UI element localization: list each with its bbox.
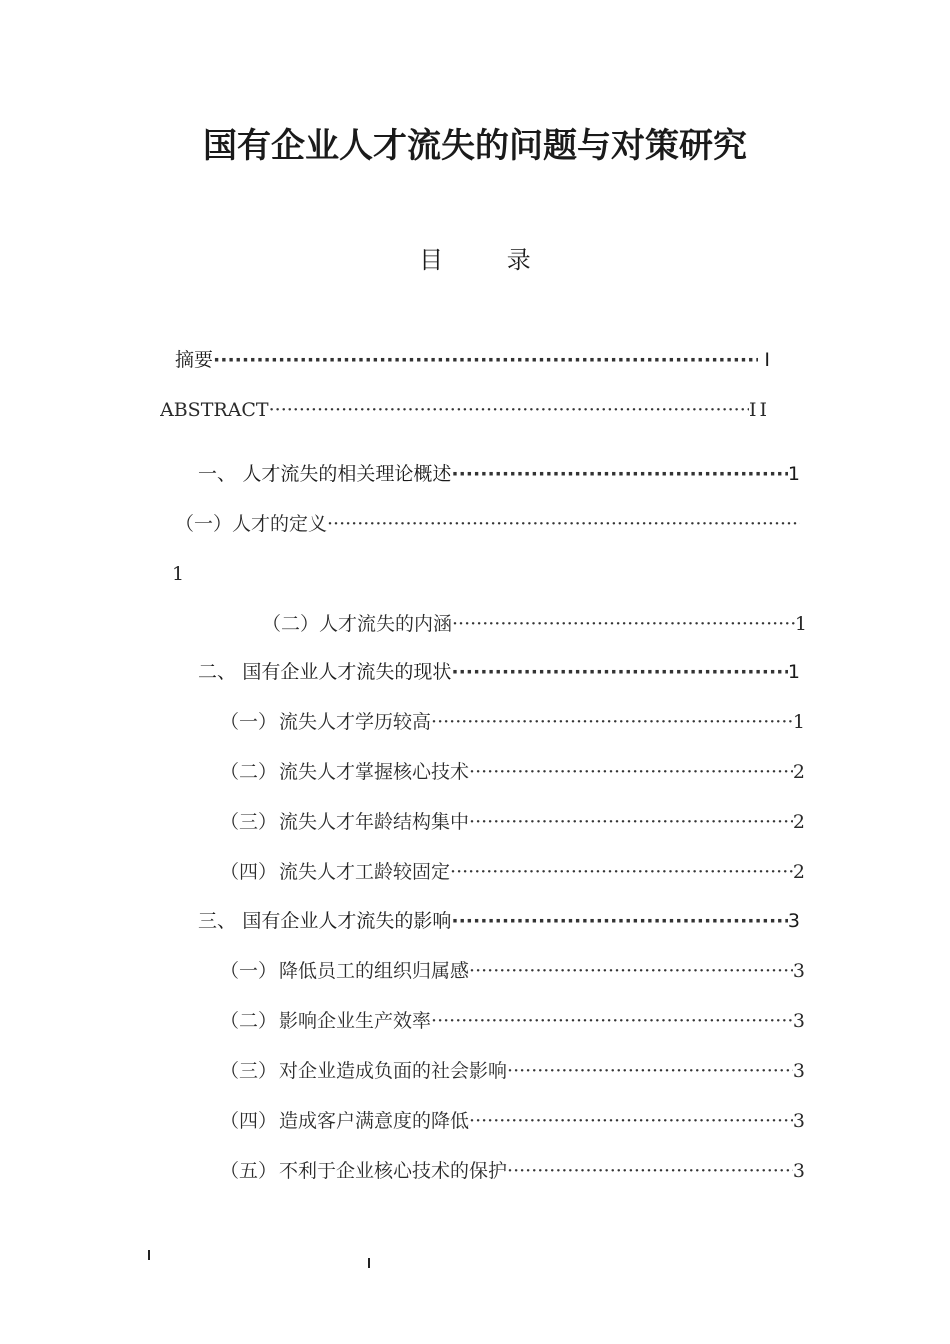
toc-entry-3-4[interactable] [220, 1105, 805, 1137]
toc-entry-label: 流失人才年龄结构集中 [279, 811, 470, 833]
toc-entry-1-2[interactable] [262, 608, 807, 640]
toc-entry-label: 影响企业生产效率 [279, 1010, 432, 1032]
toc-entry-section-2[interactable] [198, 656, 800, 688]
toc-entry-page: 3 [792, 1060, 805, 1082]
toc-entry-page: 1 [794, 613, 807, 635]
toc-entry-number: （三） [220, 811, 278, 833]
toc-leader-dots [327, 508, 800, 540]
toc-leader-dots [451, 458, 788, 490]
toc-entry-label: 对企业造成负面的社会影响 [279, 1060, 508, 1082]
toc-leader-dots [450, 856, 793, 888]
toc-entry-page: 3 [792, 960, 805, 982]
toc-entry-label: ABSTRACT [160, 399, 269, 421]
toc-entry-label: 人才流失的相关理论概述 [242, 463, 452, 485]
toc-entry-section-1[interactable] [198, 458, 800, 490]
toc-leader-dots [451, 905, 788, 937]
toc-entry-page: 1 [172, 563, 185, 585]
toc-entry-3-5[interactable] [220, 1155, 805, 1187]
toc-leader-dots [451, 656, 788, 688]
toc-entry-label: 国有企业人才流失的影响 [242, 910, 452, 932]
toc-entry-3-2[interactable] [220, 1005, 805, 1037]
toc-entry-2-1[interactable] [220, 706, 805, 738]
toc-entry-number: （一） [220, 711, 278, 733]
footer-mark-center [368, 1258, 370, 1268]
toc-heading: 目 录 [419, 246, 559, 274]
toc-entry-page: II [748, 399, 770, 421]
footer-mark-left [148, 1250, 150, 1260]
toc-entry-2-4[interactable] [220, 856, 805, 888]
toc-entry-page: 3 [792, 1110, 805, 1132]
toc-entry-label: 流失人才掌握核心技术 [279, 761, 470, 783]
toc-leader-dots [507, 1155, 793, 1187]
toc-entry-page: 1 [792, 711, 805, 733]
document-title: 国有企业人才流失的问题与对策研究 [203, 126, 747, 166]
toc-entry-label: （二）人才流失的内涵 [262, 613, 453, 635]
toc-leader-dots [507, 1055, 793, 1087]
toc-entry-page: 1 [787, 661, 800, 683]
toc-entry-page: 3 [787, 910, 800, 932]
toc-entry-abstract-cn[interactable] [175, 344, 770, 376]
toc-entry-label: （一）人才的定义 [175, 513, 328, 535]
toc-entry-section-3[interactable] [198, 905, 800, 937]
toc-entry-page: 1 [787, 463, 800, 485]
toc-entry-number: （四） [220, 1110, 278, 1132]
toc-leader-dots [469, 955, 793, 987]
toc-leader-dots [213, 344, 758, 376]
toc-entry-1-1[interactable] [175, 508, 800, 540]
toc-entry-label: 不利于企业核心技术的保护 [279, 1160, 508, 1182]
toc-entry-page: 3 [792, 1010, 805, 1032]
toc-entry-number: （五） [220, 1160, 278, 1182]
toc-entry-page: 3 [792, 1160, 805, 1182]
toc-entry-3-1[interactable] [220, 955, 805, 987]
toc-entry-2-2[interactable] [220, 756, 805, 788]
toc-leader-dots [269, 394, 749, 426]
toc-leader-dots [469, 806, 793, 838]
toc-leader-dots [431, 706, 793, 738]
toc-entry-number: （四） [220, 861, 278, 883]
toc-entry-2-3[interactable] [220, 806, 805, 838]
toc-entry-label: 流失人才工龄较固定 [279, 861, 451, 883]
toc-entry-page: 2 [792, 761, 805, 783]
toc-entry-label: 摘要 [175, 349, 214, 371]
toc-entry-label: 流失人才学历较高 [279, 711, 432, 733]
toc-entry-number: （三） [220, 1060, 278, 1082]
toc-entry-number: （二） [220, 1010, 278, 1032]
toc-leader-dots [431, 1005, 793, 1037]
toc-leader-dots [469, 756, 793, 788]
toc-leader-dots [452, 608, 795, 640]
toc-entry-page: 2 [792, 861, 805, 883]
toc-entry-label: 造成客户满意度的降低 [279, 1110, 470, 1132]
toc-entry-number: 一、 [198, 463, 237, 485]
toc-entry-1-1-page-line [172, 558, 232, 590]
toc-entry-page: I [764, 349, 770, 371]
toc-entry-abstract-en[interactable] [160, 394, 770, 426]
toc-entry-number: 三、 [198, 910, 237, 932]
toc-leader-dots [469, 1105, 793, 1137]
toc-entry-3-3[interactable] [220, 1055, 805, 1087]
toc-entry-number: 二、 [198, 661, 237, 683]
toc-entry-number: （一） [220, 960, 278, 982]
toc-entry-label: 降低员工的组织归属感 [279, 960, 470, 982]
toc-entry-label: 国有企业人才流失的现状 [242, 661, 452, 683]
toc-entry-page: 2 [792, 811, 805, 833]
toc-entry-number: （二） [220, 761, 278, 783]
